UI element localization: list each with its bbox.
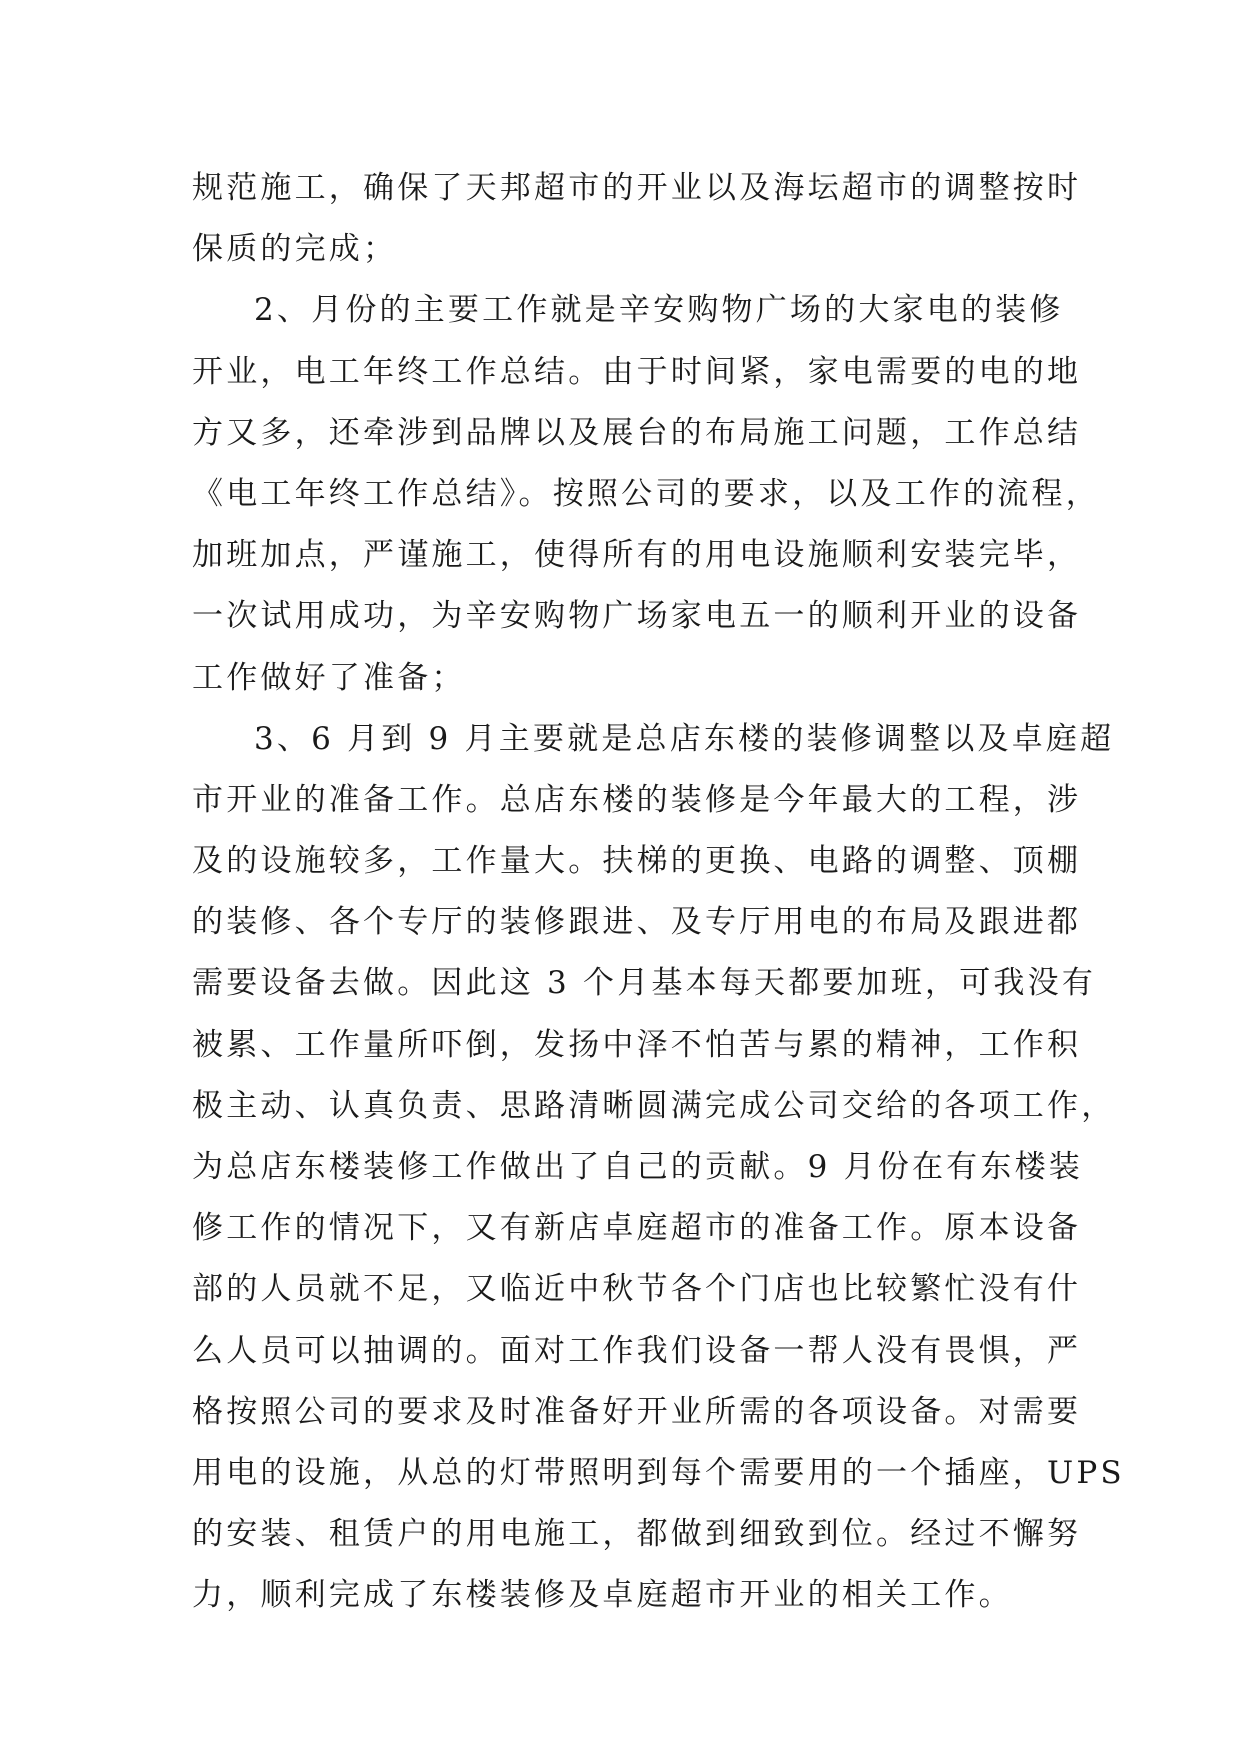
text-line: 么人员可以抽调的。面对工作我们设备一帮人没有畏惧，严 <box>192 1332 1082 1369</box>
text-line: 市开业的准备工作。总店东楼的装修是今年最大的工程，涉 <box>192 781 1082 818</box>
text-line: 修工作的情况下，又有新店卓庭超市的准备工作。原本设备 <box>192 1210 1082 1247</box>
text-line: 的安装、租赁户的用电施工，都做到细致到位。经过不懈努 <box>192 1516 1082 1553</box>
text-line: 工作做好了准备； <box>192 659 466 696</box>
text-line: 部的人员就不足，又临近中秋节各个门店也比较繁忙没有什 <box>192 1271 1082 1308</box>
document-body <box>192 158 1125 1627</box>
text-line: 规范施工，确保了天邦超市的开业以及海坛超市的调整按时 <box>192 170 1082 206</box>
text-line: 保质的完成； <box>192 231 398 268</box>
text-line: 一次试用成功，为辛安购物广场家电五一的顺利开业的设备 <box>192 598 1082 635</box>
text-line: 加班加点，严谨施工，使得所有的用电设施顺利安装完毕， <box>192 537 1082 574</box>
text-line: 被累、工作量所吓倒，发扬中泽不怕苦与累的精神，工作积 <box>192 1026 1082 1063</box>
text-line: 用电的设施，从总的灯带照明到每个需要用的一个插座，UPS <box>192 1454 1125 1491</box>
text-line: 的装修、各个专厅的装修跟进、及专厅用电的布局及跟进都 <box>192 904 1082 941</box>
text-line: 力，顺利完成了东楼装修及卓庭超市开业的相关工作。 <box>192 1577 1013 1614</box>
text-line: 格按照公司的要求及时准备好开业所需的各项设备。对需要 <box>192 1393 1082 1430</box>
text-line: 极主动、认真负责、思路清晰圆满完成公司交给的各项工作， <box>192 1087 1116 1124</box>
paragraph-start-line: 2、月份的主要工作就是辛安购物广场的大家电的装修 <box>254 292 1064 329</box>
text-line: 为总店东楼装修工作做出了自己的贡献。9 月份在有东楼装 <box>192 1149 1083 1185</box>
text-line: 及的设施较多，工作量大。扶梯的更换、电路的调整、顶棚 <box>192 843 1082 880</box>
paragraph-start-line: 3、6 月到 9 月主要就是总店东楼的装修调整以及卓庭超 <box>254 720 1115 757</box>
text-line: 需要设备去做。因此这 3 个月基本每天都要加班，可我没有 <box>192 965 1097 1002</box>
text-line: 方又多，还牵涉到品牌以及展台的布局施工问题，工作总结 <box>192 414 1082 451</box>
text-line: 《电工年终工作总结》。按照公司的要求，以及工作的流程， <box>192 475 1100 512</box>
text-line: 开业，电工年终工作总结。由于时间紧，家电需要的电的地 <box>192 353 1082 390</box>
